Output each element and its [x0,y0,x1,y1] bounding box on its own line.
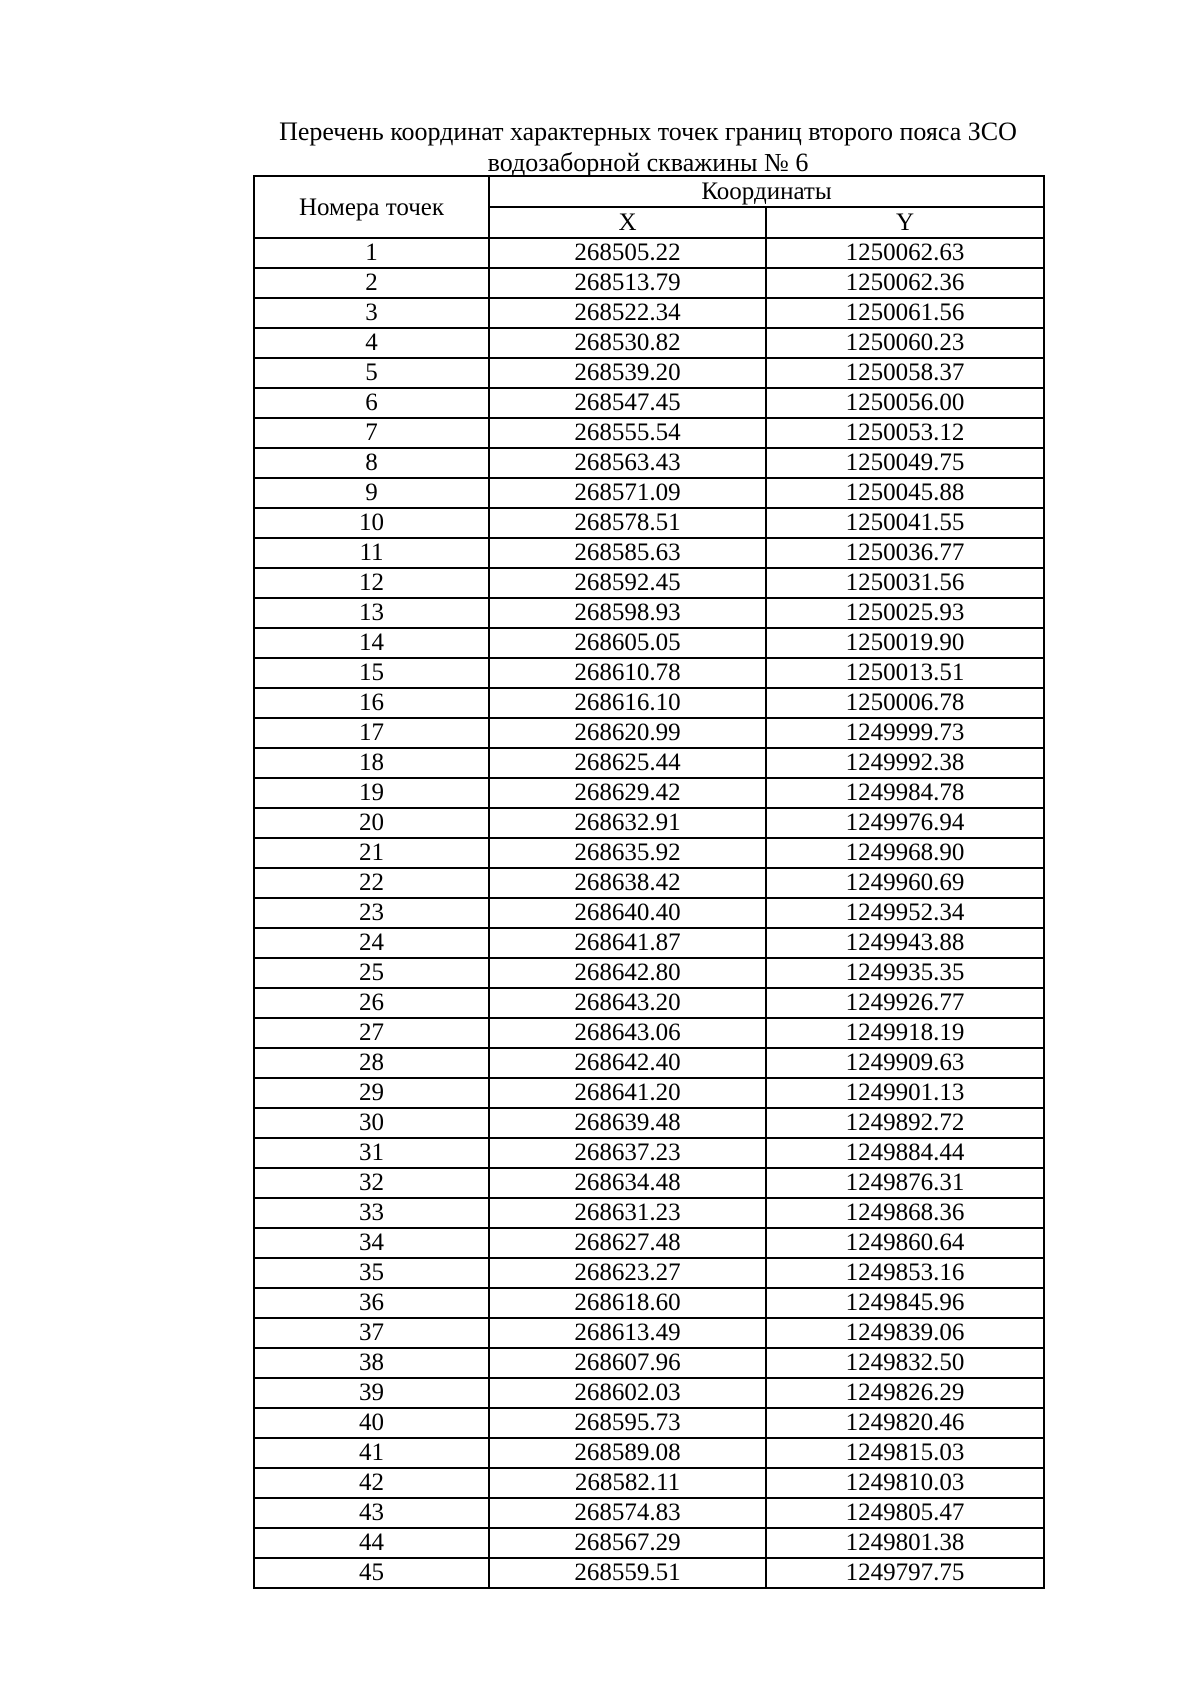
table-row [254,658,1044,688]
table-row [254,1168,1044,1198]
table-row [254,1438,1044,1468]
table-row [254,538,1044,568]
y-coordinate-cell: 1249960.69 [766,868,1044,898]
x-coordinate-cell: 268585.63 [489,538,766,568]
point-number-cell: 24 [254,928,489,958]
y-coordinate-cell: 1250056.00 [766,388,1044,418]
point-number-cell: 32 [254,1168,489,1198]
x-coordinate-cell: 268642.80 [489,958,766,988]
table-row [254,688,1044,718]
x-coordinate-cell: 268641.87 [489,928,766,958]
point-number-cell: 25 [254,958,489,988]
x-coordinate-cell: 268555.54 [489,418,766,448]
x-coordinate-cell: 268627.48 [489,1228,766,1258]
point-number-cell: 15 [254,658,489,688]
point-number-cell: 40 [254,1408,489,1438]
table-row [254,388,1044,418]
x-coordinate-cell: 268567.29 [489,1528,766,1558]
table-row [254,238,1044,268]
y-coordinate-cell: 1249876.31 [766,1168,1044,1198]
y-coordinate-cell: 1250006.78 [766,688,1044,718]
x-coordinate-cell: 268637.23 [489,1138,766,1168]
y-coordinate-cell: 1250036.77 [766,538,1044,568]
header-x: X [489,207,766,238]
point-number-cell: 22 [254,868,489,898]
point-number-cell: 13 [254,598,489,628]
point-number-cell: 14 [254,628,489,658]
x-coordinate-cell: 268598.93 [489,598,766,628]
table-row [254,1348,1044,1378]
point-number-cell: 44 [254,1528,489,1558]
table-row [254,1468,1044,1498]
y-coordinate-cell: 1249935.35 [766,958,1044,988]
table-row [254,928,1044,958]
table-row [254,448,1044,478]
x-coordinate-cell: 268623.27 [489,1258,766,1288]
y-coordinate-cell: 1250062.36 [766,268,1044,298]
point-number-cell: 11 [254,538,489,568]
x-coordinate-cell: 268620.99 [489,718,766,748]
point-number-cell: 45 [254,1558,489,1588]
table-row [254,1258,1044,1288]
table-row [254,1378,1044,1408]
point-number-cell: 6 [254,388,489,418]
table-row [254,1048,1044,1078]
x-coordinate-cell: 268641.20 [489,1078,766,1108]
x-coordinate-cell: 268634.48 [489,1168,766,1198]
document-title-line-2: водозаборной скважины № 6 [487,148,809,177]
table-row [254,1078,1044,1108]
y-coordinate-cell: 1249820.46 [766,1408,1044,1438]
y-coordinate-cell: 1250041.55 [766,508,1044,538]
point-number-cell: 29 [254,1078,489,1108]
point-number-cell: 1 [254,238,489,268]
table-row [254,898,1044,928]
y-coordinate-cell: 1249984.78 [766,778,1044,808]
x-coordinate-cell: 268505.22 [489,238,766,268]
y-coordinate-cell: 1249999.73 [766,718,1044,748]
table-row [254,868,1044,898]
x-coordinate-cell: 268607.96 [489,1348,766,1378]
x-coordinate-cell: 268582.11 [489,1468,766,1498]
table-row [254,268,1044,298]
y-coordinate-cell: 1249909.63 [766,1048,1044,1078]
y-coordinate-cell: 1249884.44 [766,1138,1044,1168]
table-row [254,718,1044,748]
point-number-cell: 27 [254,1018,489,1048]
y-coordinate-cell: 1249797.75 [766,1558,1044,1588]
x-coordinate-cell: 268631.23 [489,1198,766,1228]
point-number-cell: 20 [254,808,489,838]
y-coordinate-cell: 1250053.12 [766,418,1044,448]
table-row [254,1528,1044,1558]
header-point-numbers: Номера точек [254,176,489,238]
table-row [254,958,1044,988]
point-number-cell: 3 [254,298,489,328]
x-coordinate-cell: 268539.20 [489,358,766,388]
table-row [254,1318,1044,1348]
y-coordinate-cell: 1249845.96 [766,1288,1044,1318]
y-coordinate-cell: 1250061.56 [766,298,1044,328]
x-coordinate-cell: 268592.45 [489,568,766,598]
x-coordinate-cell: 268571.09 [489,478,766,508]
y-coordinate-cell: 1249976.94 [766,808,1044,838]
y-coordinate-cell: 1249952.34 [766,898,1044,928]
x-coordinate-cell: 268513.79 [489,268,766,298]
y-coordinate-cell: 1249868.36 [766,1198,1044,1228]
x-coordinate-cell: 268595.73 [489,1408,766,1438]
point-number-cell: 39 [254,1378,489,1408]
header-coordinates: Координаты [489,176,1044,207]
point-number-cell: 33 [254,1198,489,1228]
x-coordinate-cell: 268563.43 [489,448,766,478]
x-coordinate-cell: 268589.08 [489,1438,766,1468]
x-coordinate-cell: 268613.49 [489,1318,766,1348]
point-number-cell: 2 [254,268,489,298]
table-row [254,1018,1044,1048]
table-row [254,328,1044,358]
point-number-cell: 43 [254,1498,489,1528]
y-coordinate-cell: 1249815.03 [766,1438,1044,1468]
y-coordinate-cell: 1250013.51 [766,658,1044,688]
point-number-cell: 34 [254,1228,489,1258]
table-row [254,1198,1044,1228]
table-row [254,838,1044,868]
point-number-cell: 16 [254,688,489,718]
point-number-cell: 31 [254,1138,489,1168]
point-number-cell: 7 [254,418,489,448]
coordinates-table [253,175,1045,1589]
point-number-cell: 4 [254,328,489,358]
table-row [254,508,1044,538]
point-number-cell: 28 [254,1048,489,1078]
x-coordinate-cell: 268643.20 [489,988,766,1018]
point-number-cell: 21 [254,838,489,868]
x-coordinate-cell: 268629.42 [489,778,766,808]
y-coordinate-cell: 1249918.19 [766,1018,1044,1048]
point-number-cell: 5 [254,358,489,388]
table-row [254,748,1044,778]
table-row [254,1288,1044,1318]
table-row [254,628,1044,658]
x-coordinate-cell: 268632.91 [489,808,766,838]
y-coordinate-cell: 1249901.13 [766,1078,1044,1108]
y-coordinate-cell: 1250049.75 [766,448,1044,478]
table-row [254,1498,1044,1528]
y-coordinate-cell: 1249968.90 [766,838,1044,868]
point-number-cell: 17 [254,718,489,748]
y-coordinate-cell: 1250058.37 [766,358,1044,388]
y-coordinate-cell: 1249801.38 [766,1528,1044,1558]
x-coordinate-cell: 268547.45 [489,388,766,418]
x-coordinate-cell: 268635.92 [489,838,766,868]
document-title-line-1: Перечень координат характерных точек границ второго пояса ЗСО [279,117,1017,146]
x-coordinate-cell: 268618.60 [489,1288,766,1318]
x-coordinate-cell: 268643.06 [489,1018,766,1048]
point-number-cell: 30 [254,1108,489,1138]
table-row [254,778,1044,808]
table-row [254,1228,1044,1258]
point-number-cell: 18 [254,748,489,778]
header-y: Y [766,207,1044,238]
x-coordinate-cell: 268640.40 [489,898,766,928]
y-coordinate-cell: 1249853.16 [766,1258,1044,1288]
y-coordinate-cell: 1249860.64 [766,1228,1044,1258]
point-number-cell: 10 [254,508,489,538]
coordinates-table-header [254,176,1044,238]
table-row [254,1138,1044,1168]
table-row [254,988,1044,1018]
point-number-cell: 8 [254,448,489,478]
y-coordinate-cell: 1250045.88 [766,478,1044,508]
table-row [254,1108,1044,1138]
table-row [254,598,1044,628]
x-coordinate-cell: 268574.83 [489,1498,766,1528]
document-title [253,116,1043,178]
x-coordinate-cell: 268530.82 [489,328,766,358]
point-number-cell: 41 [254,1438,489,1468]
point-number-cell: 37 [254,1318,489,1348]
point-number-cell: 19 [254,778,489,808]
point-number-cell: 9 [254,478,489,508]
x-coordinate-cell: 268605.05 [489,628,766,658]
point-number-cell: 12 [254,568,489,598]
point-number-cell: 38 [254,1348,489,1378]
coordinates-table-body [254,238,1044,1588]
y-coordinate-cell: 1249832.50 [766,1348,1044,1378]
y-coordinate-cell: 1249826.29 [766,1378,1044,1408]
x-coordinate-cell: 268625.44 [489,748,766,778]
y-coordinate-cell: 1249810.03 [766,1468,1044,1498]
y-coordinate-cell: 1250031.56 [766,568,1044,598]
table-row [254,358,1044,388]
x-coordinate-cell: 268602.03 [489,1378,766,1408]
x-coordinate-cell: 268642.40 [489,1048,766,1078]
point-number-cell: 36 [254,1288,489,1318]
table-row [254,298,1044,328]
table-row [254,1558,1044,1588]
table-row [254,418,1044,448]
y-coordinate-cell: 1249839.06 [766,1318,1044,1348]
point-number-cell: 42 [254,1468,489,1498]
point-number-cell: 23 [254,898,489,928]
table-row [254,1408,1044,1438]
table-row [254,478,1044,508]
x-coordinate-cell: 268610.78 [489,658,766,688]
y-coordinate-cell: 1249926.77 [766,988,1044,1018]
x-coordinate-cell: 268559.51 [489,1558,766,1588]
table-row [254,808,1044,838]
y-coordinate-cell: 1250025.93 [766,598,1044,628]
x-coordinate-cell: 268522.34 [489,298,766,328]
x-coordinate-cell: 268616.10 [489,688,766,718]
y-coordinate-cell: 1250062.63 [766,238,1044,268]
point-number-cell: 26 [254,988,489,1018]
y-coordinate-cell: 1249892.72 [766,1108,1044,1138]
y-coordinate-cell: 1250019.90 [766,628,1044,658]
table-row [254,568,1044,598]
y-coordinate-cell: 1249992.38 [766,748,1044,778]
point-number-cell: 35 [254,1258,489,1288]
y-coordinate-cell: 1249943.88 [766,928,1044,958]
x-coordinate-cell: 268638.42 [489,868,766,898]
x-coordinate-cell: 268578.51 [489,508,766,538]
y-coordinate-cell: 1249805.47 [766,1498,1044,1528]
x-coordinate-cell: 268639.48 [489,1108,766,1138]
y-coordinate-cell: 1250060.23 [766,328,1044,358]
